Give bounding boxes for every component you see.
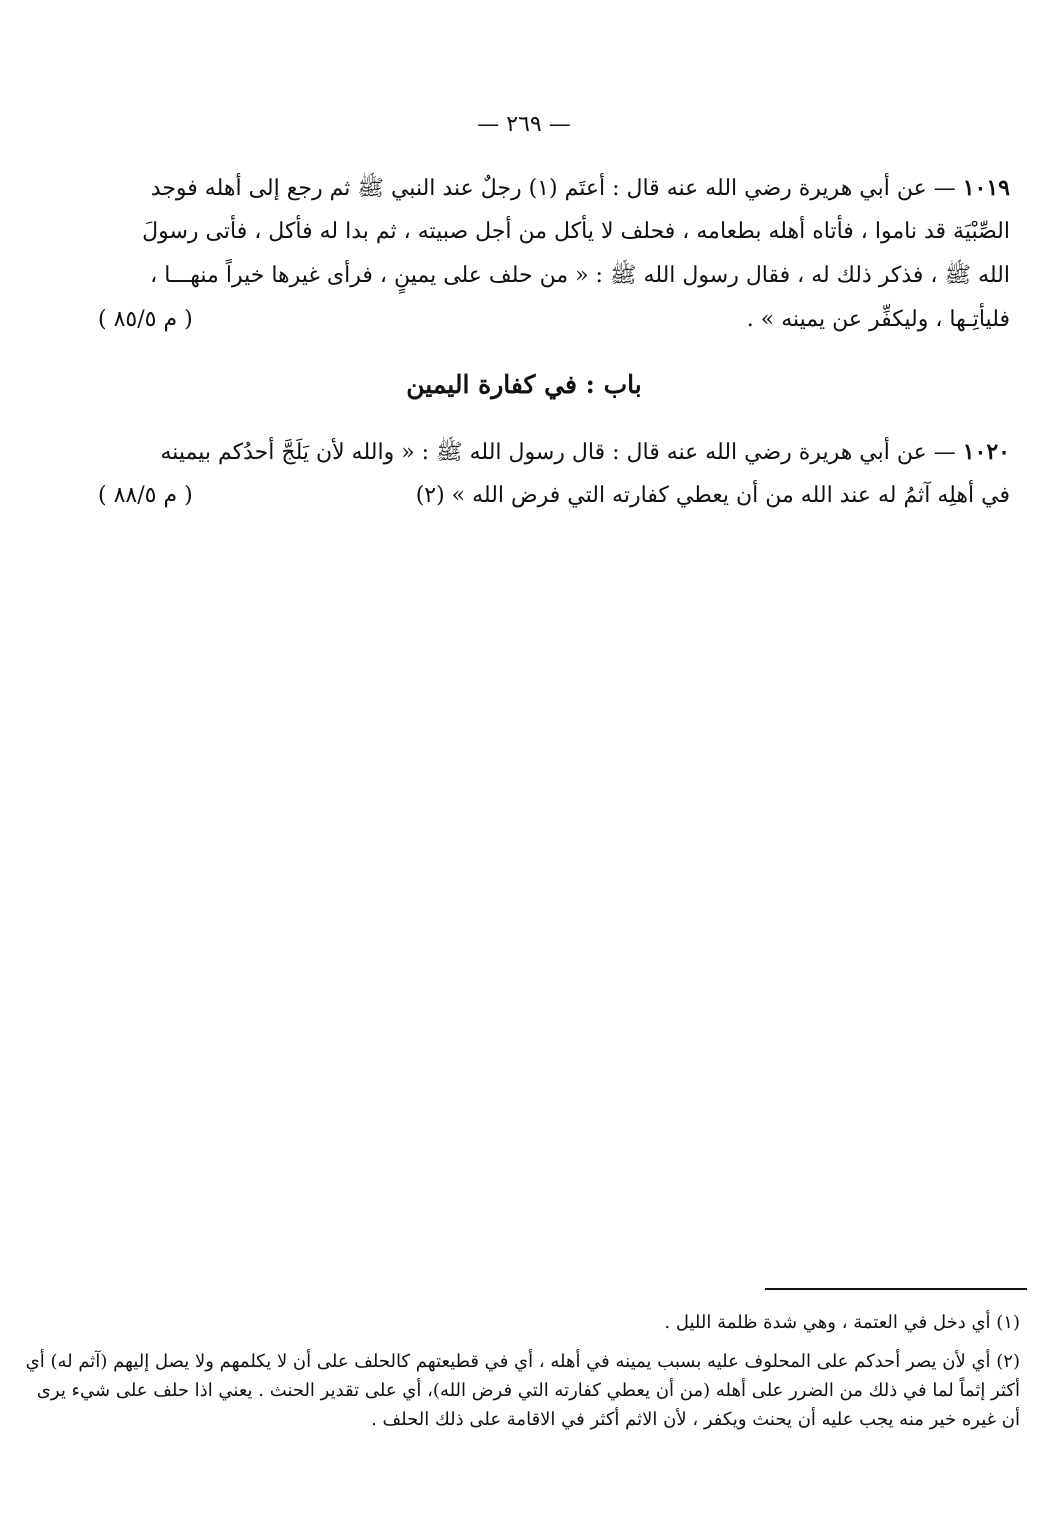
footnote-line: (١) أي دخل في العتمة ، وهي شدة ظلمة الليل . [664, 1312, 1020, 1333]
hadith-number: ١٠٢٠ [962, 439, 1010, 465]
hadith-line [88, 166, 1010, 210]
hadith-text: فليأتِـها ، وليكفِّر عن يمينه » . [746, 307, 1010, 332]
hadith-text: الله ﷺ ، فذكر ذلك له ، فقال رسول الله ﷺ : « من حلف على يمينٍ ، فرأى غيرها خيراً منهـــا ، [150, 263, 1010, 288]
source-reference: ( م ٨٥/٥ ) [98, 307, 193, 332]
hadith-line [88, 430, 1010, 474]
hadith-line [88, 298, 1010, 342]
footnote-line: (٢) أي لأن يصر أحدكم على المحلوف عليه بسبب يمينه في أهله ، أي في قطيعتهم كالحلف على أن لا يكلمهم ولا يصل إليهم (آثم له) أي [25, 1351, 1020, 1372]
section-heading: باب : في كفارة اليمين [406, 370, 642, 399]
hadith-text: في أهلِه آثمُ له عند الله من أن يعطي كفارته التي فرض الله » (٢) [415, 483, 1010, 508]
hadith-1019 [88, 166, 1010, 342]
hadith-text: الصِّبْيَة قد ناموا ، فأتاه أهله بطعامه ، فحلف لا يأكل من أجل صبيته ، ثم بدا له فأكل ، فأتى رسولَ [142, 219, 1010, 244]
hadith-text: — عن أبي هريرة رضي الله عنه قال : أعتَم (١) رجلٌ عند النبي ﷺ ثم رجع إلى أهله فوجد [150, 176, 956, 201]
footnote-divider [765, 1288, 1027, 1290]
footnotes [25, 1308, 1020, 1444]
hadith-line [88, 210, 1010, 254]
footnote-line: أكثر إثماً لما في ذلك من الضرر على أهله (من أن يعطي كفارته التي فرض الله)، أي على تقدير الحنث . يعني اذا حلف على شيء يرى [36, 1380, 1020, 1401]
hadith-text: — عن أبي هريرة رضي الله عنه قال : قال رسول الله ﷺ : « والله لأن يَلَجَّ أحدُكم بيمينه [160, 440, 956, 465]
hadith-line [88, 474, 1010, 518]
footnote-2 [25, 1347, 1020, 1434]
hadith-1020 [88, 430, 1010, 518]
page-number: — ٢٦٩ — [477, 112, 571, 137]
hadith-number: ١٠١٩ [962, 175, 1010, 201]
hadith-line [88, 254, 1010, 298]
footnote-line: أن غيره خير منه يجب عليه أن يحنث ويكفر ، لأن الاثم أكثر في الاقامة على ذلك الحلف . [371, 1409, 1020, 1430]
footnote-1 [90, 1308, 1020, 1337]
source-reference: ( م ٨٨/٥ ) [98, 483, 193, 508]
